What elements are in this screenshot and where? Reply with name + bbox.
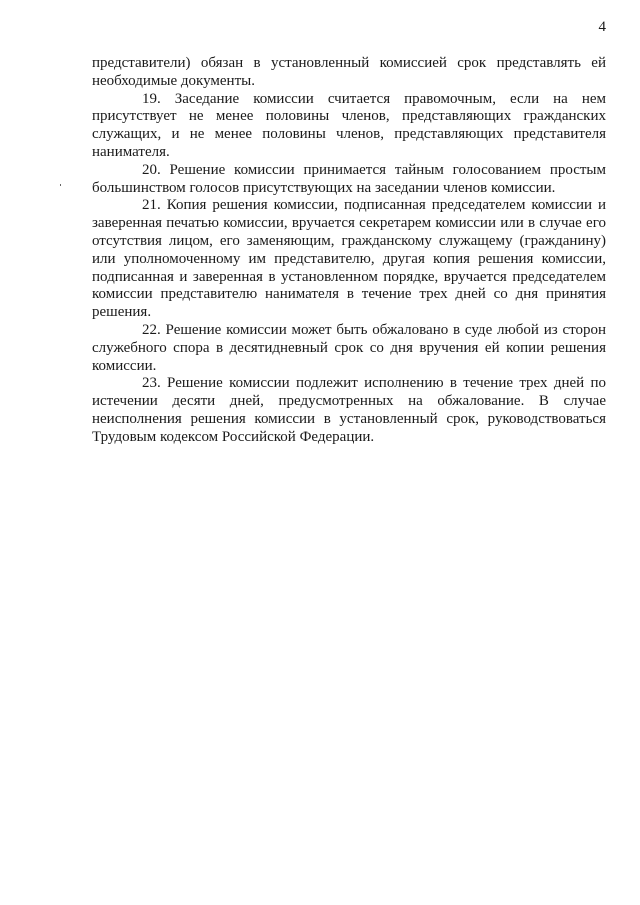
page-number: 4	[598, 19, 606, 35]
margin-mark	[60, 184, 61, 186]
paragraph-20: 20. Решение комиссии принимается тайным голосованием простым большинством голосов присутствующих на заседании членов комиссии.	[92, 161, 606, 196]
paragraph-continuation: представители) обязан в установленный комиссией срок представлять ей необходимые документы.	[92, 55, 606, 89]
paragraph-23: 23. Решение комиссии подлежит исполнению в течение трех дней по истечении десяти дней, предусмотренных на обжалование. В случае неисполнения решения комиссии в установленный срок, руководствоваться Трудовым кодексом Российской Федерации.	[92, 375, 606, 445]
paragraph-21: 21. Копия решения комиссии, подписанная председателем комиссии и заверенная печатью комиссии, вручается секретарем комиссии или в случае его отсутствия лицом, его заменяющим, гражданскому служащему (гражданину) или уполномоченному им представителю, другая копия решения комиссии, подписанная и заверенная в установленном порядке, вручается председателем комиссии представителю нанимателя в течение трех дней со дня принятия решения.	[92, 197, 606, 321]
paragraph-19: 19. Заседание комиссии считается правомочным, если на нем присутствует не менее половины членов, представляющих гражданских служащих, и не менее половины членов, представляющих представителя нанимателя.	[92, 90, 606, 160]
paragraph-22: 22. Решение комиссии может быть обжаловано в суде любой из сторон служебного спора в десятидневный срок со дня вручения ей копии решения комиссии.	[92, 321, 606, 374]
document-body	[92, 55, 606, 447]
